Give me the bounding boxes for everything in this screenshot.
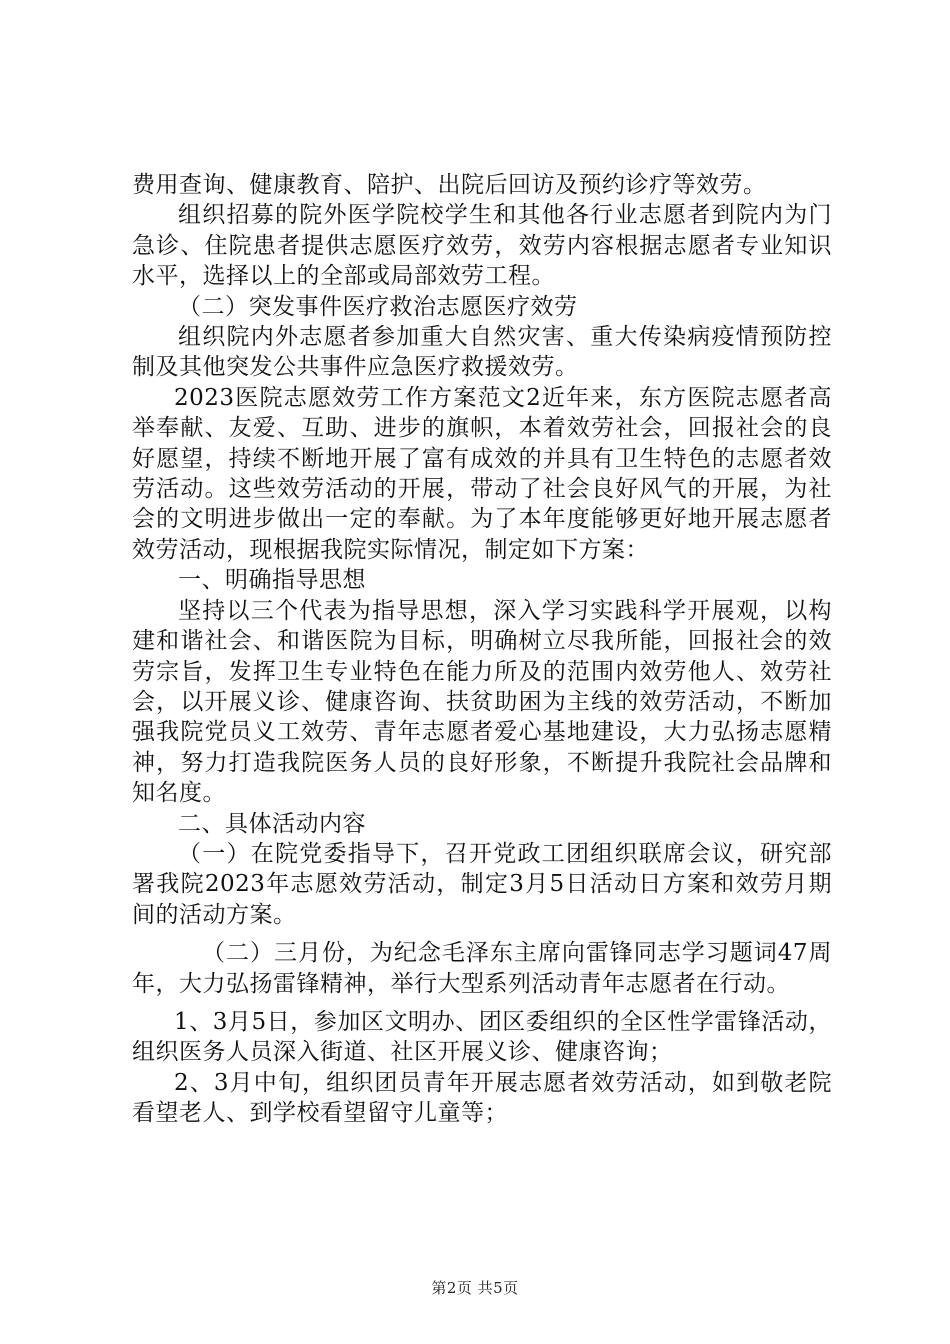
- paragraph-recruit-volunteers: 组织招募的院外医学院校学生和其他各行业志愿者到院内为门急诊、住院患者提供志愿医疗效劳，效劳内容根据志愿者专业知识水平，选择以上的全部或局部效劳工程。: [132, 202, 832, 290]
- paragraph-emergency-service: 组织院内外志愿者参加重大自然灾害、重大传染病疫情预防控制及其他突发公共事件应急医疗救援效劳。: [132, 324, 832, 381]
- document-body: [132, 170, 832, 1129]
- section-heading-activities: 二、具体活动内容: [178, 810, 366, 837]
- paragraph-activity-two: （二）三月份，为纪念毛泽东主席向雷锋同志学习题词47周年，大力弘扬雷锋精神，举行大型系列活动青年志愿者在行动。: [132, 940, 832, 997]
- paragraph-guiding-thought: 坚持以三个代表为指导思想，深入学习实践科学开展观，以构建和谐社会、和谐医院为目标，明确树立尽我所能，回报社会的效劳宗旨，发挥卫生专业特色在能力所及的范围内效劳他人、效劳社会，以开展义诊、健康咨询、扶贫助困为主线的效劳活动，不断加强我院党员义工效劳、青年志愿者爱心基地建设，大力弘扬志愿精神，努力打造我院医务人员的良好形象，不断提升我院社会品牌和知名度。: [132, 597, 832, 807]
- paragraph-activity-one: （一）在院党委指导下，召开党政工团组织联席会议，研究部署我院2023年志愿效劳活动，制定3月5日活动日方案和效劳月期间的活动方案。: [132, 840, 832, 928]
- paragraph-plan-intro: 2023医院志愿效劳工作方案范文2近年来，东方医院志愿者高举奉献、友爱、互助、进步的旗帜，本着效劳社会，回报社会的良好愿望，持续不断地开展了富有成效的并具有卫生特色的志愿者效劳活动。这些效劳活动的开展，带动了社会良好风气的开展，为社会的文明进步做出一定的奉献。为了本年度能够更好地开展志愿者效劳活动，现根据我院实际情况，制定如下方案：: [132, 384, 832, 563]
- section-heading-guiding-thought: 一、明确指导思想: [178, 567, 366, 594]
- paragraph-fee-inquiry: 费用查询、健康教育、陪护、出院后回访及预约诊疗等效劳。: [132, 172, 767, 198]
- page-number-footer: 第2页 共5页: [431, 1279, 519, 1297]
- section-heading-emergency: （二）突发事件医疗救治志愿医疗效劳: [178, 293, 578, 320]
- list-item-march-5: 1、3月5日，参加区文明办、团区委组织的全区性学雷锋活动，组织医务人员深入街道、社区开展义诊、健康咨询；: [132, 1008, 832, 1066]
- list-item-mid-march: 2、3月中旬，组织团员青年开展志愿者效劳活动，如到敬老院看望老人、到学校看望留守儿童等；: [132, 1069, 832, 1127]
